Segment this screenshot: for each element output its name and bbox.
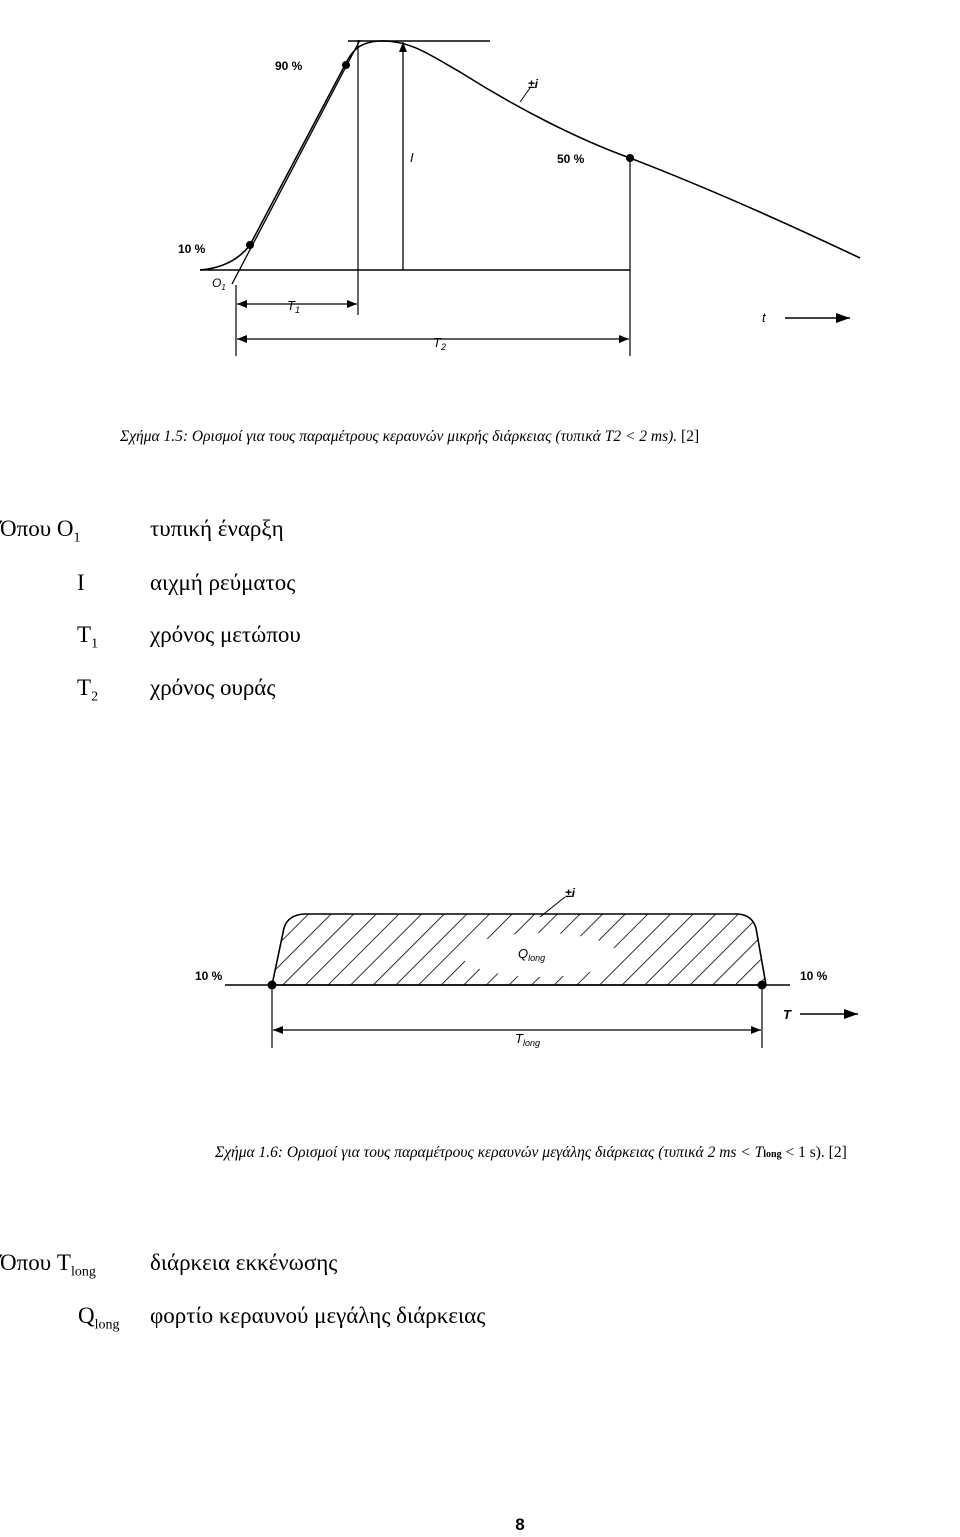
figure-2-caption-end: < 1 s). — [781, 1144, 825, 1161]
long-stroke-waveform-figure — [100, 770, 940, 1120]
label-90-percent: 90 % — [275, 59, 303, 73]
figure-2-caption-sub: long — [763, 1149, 782, 1160]
label-10-percent-left: 10 % — [195, 969, 223, 983]
legend-1-term: $T_2$ — [77, 675, 99, 705]
label-50-percent: 50 % — [557, 152, 585, 166]
figure-1-caption-text: Σχήμα 1.5: Ορισμοί για τους παραμέτρους κεραυνών μικρής διάρκειας (τυπικά T2 < 2 ms). — [120, 428, 678, 445]
short-stroke-waveform-figure — [140, 0, 900, 400]
label-time-t-2: T — [783, 1007, 791, 1022]
label-q-long: $Q_{long}$ — [518, 946, 546, 963]
legend-1-term: Όπου $O_1$ — [0, 516, 81, 546]
label-time-t: t — [762, 310, 766, 325]
label-pm-i-2: ±i — [565, 886, 575, 900]
label-t2: $T_2$ — [433, 335, 446, 352]
label-pm-i: ±i — [528, 77, 538, 91]
point-90-percent — [342, 61, 350, 69]
legend-2-term: $Q_{long}$ — [78, 1303, 120, 1333]
legend-1-description: χρόνος μετώπου — [150, 622, 301, 647]
figure-2-caption — [215, 1144, 847, 1162]
page-number: 8 — [515, 1515, 525, 1534]
label-o1: $O_1$ — [212, 276, 226, 292]
legend-1-description: τυπική έναρξη — [150, 516, 284, 541]
legend-1-term: I — [77, 570, 85, 595]
legend-1-description: αιχμή ρεύματος — [150, 570, 296, 595]
legend-2-term: Όπου $T_{long}$ — [0, 1250, 96, 1280]
legend-2-description: διάρκεια εκκένωσης — [150, 1250, 338, 1275]
figure-1-caption — [120, 428, 699, 446]
figure-2-caption-text: Σχήμα 1.6: Ορισμοί για τους παραμέτρους κεραυνών μεγάλης διάρκειας (τυπικά 2 ms < T — [215, 1144, 764, 1161]
point-50-percent — [626, 154, 634, 162]
legend-1-term: $T_1$ — [77, 622, 99, 652]
label-t1: $T_1$ — [287, 298, 300, 315]
legend-2-description: φορτίο κεραυνού μεγάλης διάρκειας — [150, 1303, 486, 1328]
figure-2-caption-ref: [2] — [828, 1144, 847, 1161]
label-t-long: $T_{long}$ — [515, 1031, 540, 1048]
label-10-percent: 10 % — [178, 242, 206, 256]
point-10-percent — [246, 241, 254, 249]
figure-1-caption-ref: [2] — [681, 428, 700, 445]
label-peak-i: I — [410, 150, 414, 165]
legend-1-description: χρόνος ουράς — [150, 675, 276, 700]
label-10-percent-right: 10 % — [800, 969, 828, 983]
